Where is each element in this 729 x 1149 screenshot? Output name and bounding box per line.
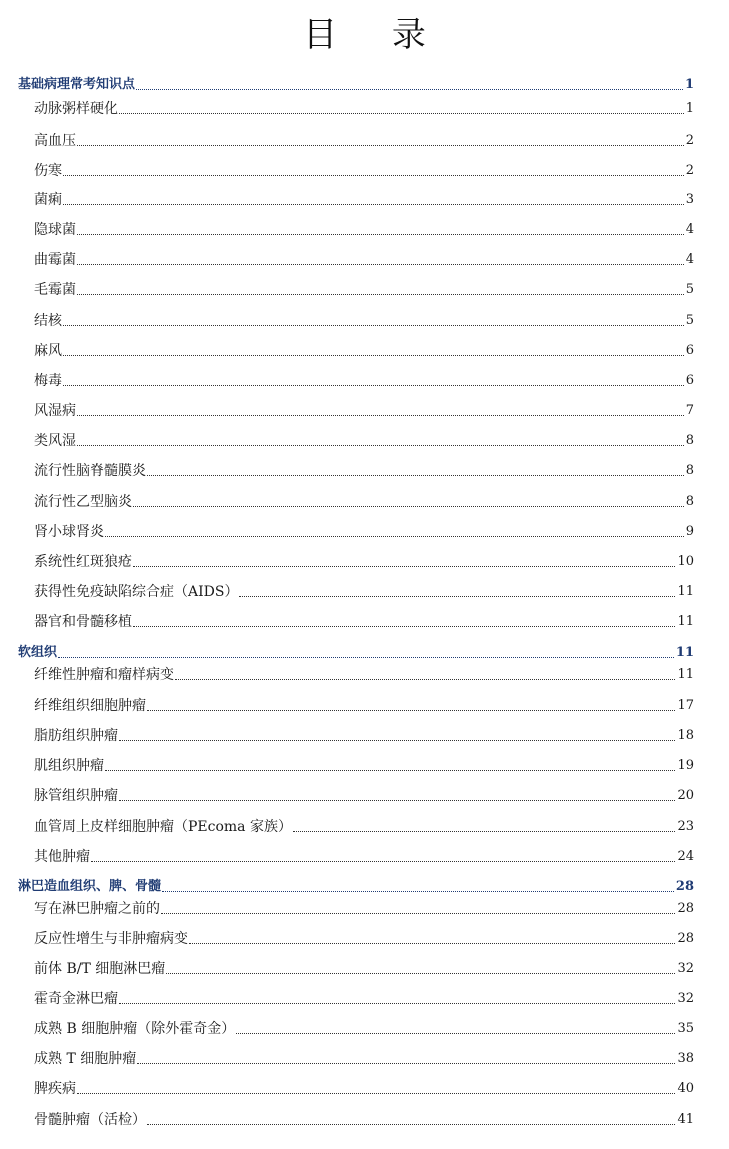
toc-page-number: 5 bbox=[685, 282, 694, 297]
toc-entry[interactable] bbox=[0, 721, 729, 745]
toc-page-number: 1 bbox=[685, 101, 694, 116]
toc-page-number: 41 bbox=[677, 1112, 694, 1127]
toc-page-number: 4 bbox=[685, 222, 694, 237]
toc-page-number: 7 bbox=[685, 403, 694, 418]
dot-leader bbox=[137, 1063, 675, 1064]
toc-page-number: 6 bbox=[685, 373, 694, 388]
toc-entry-title: 其他肿瘤 bbox=[34, 849, 90, 865]
toc-page-number: 35 bbox=[677, 1021, 694, 1036]
toc-entry[interactable] bbox=[0, 126, 729, 150]
dot-leader bbox=[166, 973, 675, 974]
dot-leader bbox=[236, 1033, 675, 1034]
toc-entry-title: 毛霉菌 bbox=[34, 282, 76, 298]
toc-entry-title: 梅毒 bbox=[34, 373, 62, 389]
toc-entry-title: 反应性增生与非肿瘤病变 bbox=[34, 931, 188, 947]
toc-entry-title: 基础病理常考知识点 bbox=[18, 77, 136, 92]
toc-page-number: 6 bbox=[685, 343, 694, 358]
toc-entry-title: 高血压 bbox=[34, 133, 76, 149]
toc-entry[interactable] bbox=[0, 924, 729, 948]
dot-leader bbox=[239, 596, 675, 597]
toc-page-number: 11 bbox=[677, 584, 694, 599]
toc-page-number: 5 bbox=[685, 313, 694, 328]
toc-page-number: 38 bbox=[677, 1051, 694, 1066]
dot-leader bbox=[293, 831, 675, 832]
dot-leader bbox=[77, 445, 684, 446]
toc-entry-title: 脉管组织肿瘤 bbox=[34, 788, 118, 804]
toc-entry-title: 骨髓肿瘤（活检） bbox=[34, 1112, 146, 1128]
dot-leader bbox=[119, 113, 684, 114]
toc-entry[interactable] bbox=[0, 1014, 729, 1038]
toc-page-number: 8 bbox=[685, 494, 694, 509]
toc-section-heading[interactable] bbox=[0, 638, 729, 662]
dot-leader bbox=[133, 566, 675, 567]
toc-entry-title: 菌痢 bbox=[34, 192, 62, 208]
dot-leader bbox=[119, 1003, 675, 1004]
toc-page-number: 28 bbox=[675, 879, 694, 894]
toc-entry[interactable] bbox=[0, 842, 729, 866]
toc-entry-title: 脾疾病 bbox=[34, 1081, 76, 1097]
toc-page-number: 4 bbox=[685, 252, 694, 267]
toc-page-number: 28 bbox=[677, 931, 694, 946]
dot-leader bbox=[105, 770, 675, 771]
toc-page-number: 32 bbox=[677, 961, 694, 976]
toc-entry-title: 曲霉菌 bbox=[34, 252, 76, 268]
dot-leader bbox=[119, 800, 675, 801]
dot-leader bbox=[77, 145, 684, 146]
toc-section-heading[interactable] bbox=[0, 70, 729, 94]
toc-entry[interactable] bbox=[0, 984, 729, 1008]
toc-page-number: 9 bbox=[685, 524, 694, 539]
toc-entry-title: 脂肪组织肿瘤 bbox=[34, 728, 118, 744]
toc-page-number: 24 bbox=[677, 849, 694, 864]
toc-entry-title: 麻风 bbox=[34, 343, 62, 359]
toc-entry-title: 纤维组织细胞肿瘤 bbox=[34, 698, 146, 714]
dot-leader bbox=[189, 943, 675, 944]
dot-leader bbox=[162, 891, 674, 892]
toc-entry[interactable] bbox=[0, 781, 729, 805]
toc-entry[interactable] bbox=[0, 954, 729, 978]
toc-entry-title: 伤寒 bbox=[34, 163, 62, 179]
toc-entry-title: 血管周上皮样细胞肿瘤（PEcoma 家族） bbox=[34, 819, 292, 835]
toc-page-number: 40 bbox=[677, 1081, 694, 1096]
dot-leader bbox=[77, 294, 684, 295]
toc-entry-title: 肌组织肿瘤 bbox=[34, 758, 104, 774]
toc-entry-title: 类风湿 bbox=[34, 433, 76, 449]
toc-entry[interactable] bbox=[0, 94, 729, 118]
toc-entry-title: 前体 B/T 细胞淋巴瘤 bbox=[34, 961, 166, 977]
toc-entry[interactable] bbox=[0, 487, 729, 511]
dot-leader bbox=[147, 1124, 675, 1125]
toc-entry-title: 器官和骨髓移植 bbox=[34, 614, 132, 630]
toc-entry[interactable] bbox=[0, 275, 729, 299]
dot-leader bbox=[58, 657, 674, 658]
toc-entry[interactable] bbox=[0, 185, 729, 209]
toc-page-number: 10 bbox=[677, 554, 694, 569]
toc-page-number: 2 bbox=[685, 133, 694, 148]
toc-page-number: 8 bbox=[685, 433, 694, 448]
toc-page-number: 18 bbox=[677, 728, 694, 743]
toc-page-number: 2 bbox=[685, 163, 694, 178]
toc-entry-title: 霍奇金淋巴瘤 bbox=[34, 991, 118, 1007]
toc-entry-title: 结核 bbox=[34, 313, 62, 329]
toc-page-number: 28 bbox=[677, 901, 694, 916]
dot-leader bbox=[77, 415, 684, 416]
toc-entry-title: 淋巴造血组织、脾、骨髓 bbox=[18, 879, 162, 894]
toc-entry-title: 系统性红斑狼疮 bbox=[34, 554, 132, 570]
toc-page-number: 3 bbox=[685, 192, 694, 207]
toc-page-number: 8 bbox=[685, 463, 694, 478]
toc-entry[interactable] bbox=[0, 751, 729, 775]
page-title: 目 录 bbox=[303, 15, 448, 55]
toc-entry-title: 获得性免疫缺陷综合症（AIDS） bbox=[34, 584, 239, 600]
toc-page-number: 20 bbox=[677, 788, 694, 803]
dot-leader bbox=[161, 913, 675, 914]
dot-leader bbox=[147, 710, 675, 711]
toc-page-number: 17 bbox=[677, 698, 694, 713]
toc-entry[interactable] bbox=[0, 1074, 729, 1098]
toc-entry[interactable] bbox=[0, 245, 729, 269]
toc-page-number: 11 bbox=[675, 645, 694, 660]
dot-leader bbox=[63, 355, 684, 356]
toc-entry-title: 动脉粥样硬化 bbox=[34, 101, 118, 117]
dot-leader bbox=[147, 475, 684, 476]
dot-leader bbox=[77, 264, 684, 265]
toc-entry[interactable] bbox=[0, 517, 729, 541]
toc-entry[interactable] bbox=[0, 894, 729, 918]
toc-entry[interactable] bbox=[0, 1044, 729, 1068]
toc-entry[interactable] bbox=[0, 426, 729, 450]
toc-page-number: 23 bbox=[677, 819, 694, 834]
dot-leader bbox=[63, 385, 684, 386]
dot-leader bbox=[136, 89, 683, 90]
dot-leader bbox=[133, 506, 684, 507]
toc-entry-title: 软组织 bbox=[18, 645, 58, 660]
toc-page-number: 1 bbox=[684, 77, 694, 92]
toc-entry[interactable] bbox=[0, 547, 729, 571]
dot-leader bbox=[63, 175, 684, 176]
toc-entry[interactable] bbox=[0, 660, 729, 684]
toc-entry[interactable] bbox=[0, 456, 729, 480]
toc-entry[interactable] bbox=[0, 1105, 729, 1129]
toc-entry-title: 流行性乙型脑炎 bbox=[34, 494, 132, 510]
toc-page-number: 19 bbox=[677, 758, 694, 773]
toc-entry[interactable] bbox=[0, 577, 729, 601]
toc-entry[interactable] bbox=[0, 691, 729, 715]
toc-entry-title: 风湿病 bbox=[34, 403, 76, 419]
toc-entry-title: 纤维性肿瘤和瘤样病变 bbox=[34, 667, 174, 683]
dot-leader bbox=[63, 325, 684, 326]
toc-entry[interactable] bbox=[0, 306, 729, 330]
toc-section-heading[interactable] bbox=[0, 872, 729, 896]
toc-entry[interactable] bbox=[0, 812, 729, 836]
toc-entry[interactable] bbox=[0, 396, 729, 420]
dot-leader bbox=[63, 204, 684, 205]
toc-entry-title: 写在淋巴肿瘤之前的 bbox=[34, 901, 160, 917]
toc-entry[interactable] bbox=[0, 156, 729, 180]
dot-leader bbox=[133, 626, 675, 627]
dot-leader bbox=[77, 1093, 675, 1094]
dot-leader bbox=[105, 536, 684, 537]
toc-entry[interactable] bbox=[0, 607, 729, 631]
toc-page-number: 11 bbox=[677, 667, 694, 682]
toc-entry[interactable] bbox=[0, 336, 729, 360]
dot-leader bbox=[175, 679, 675, 680]
toc-entry-title: 成熟 T 细胞肿瘤 bbox=[34, 1051, 137, 1067]
toc-entry[interactable] bbox=[0, 366, 729, 390]
dot-leader bbox=[77, 234, 684, 235]
dot-leader bbox=[91, 861, 675, 862]
toc-entry[interactable] bbox=[0, 215, 729, 239]
toc-entry-title: 流行性脑脊髓膜炎 bbox=[34, 463, 146, 479]
toc-page-number: 11 bbox=[677, 614, 694, 629]
toc-entry-title: 隐球菌 bbox=[34, 222, 76, 238]
toc-entry-title: 肾小球肾炎 bbox=[34, 524, 104, 540]
toc-page-number: 32 bbox=[677, 991, 694, 1006]
toc-entry-title: 成熟 B 细胞肿瘤（除外霍奇金） bbox=[34, 1021, 236, 1037]
dot-leader bbox=[119, 740, 675, 741]
